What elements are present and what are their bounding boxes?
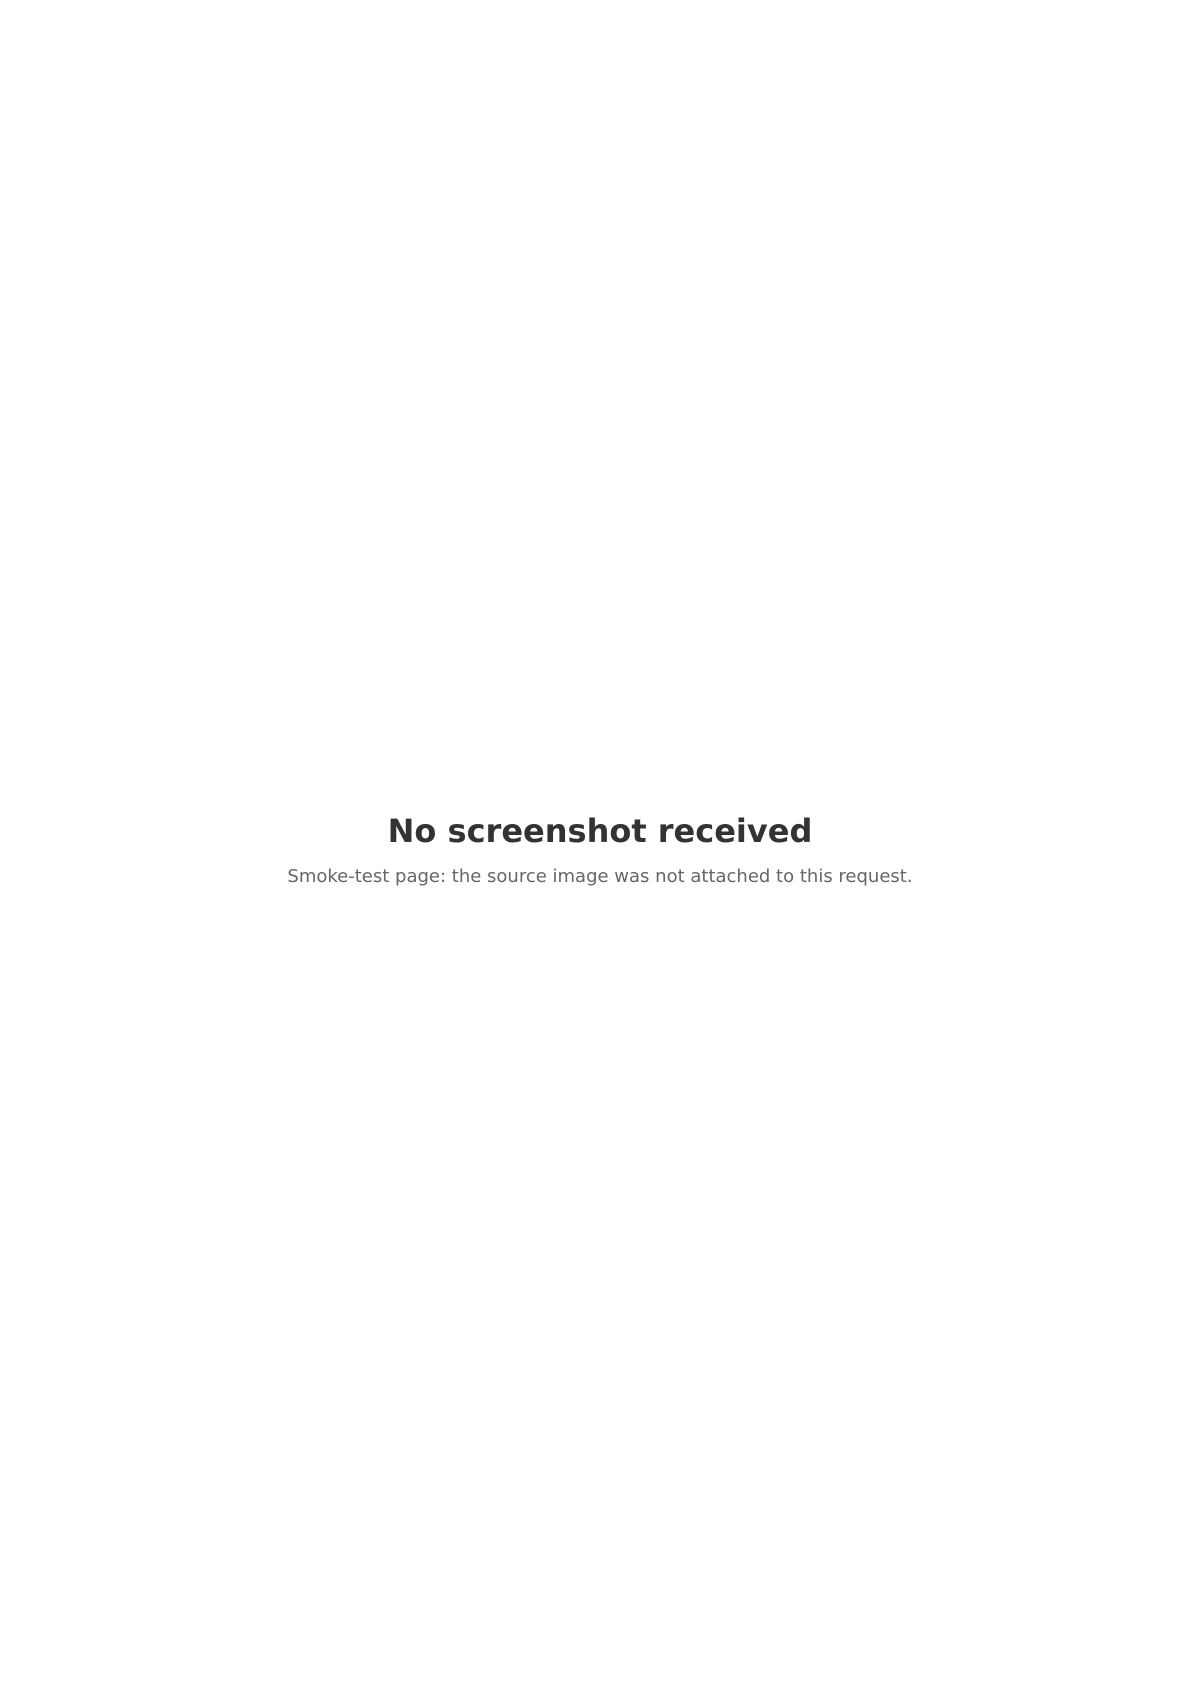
placeholder-note: Smoke-test page: the source image was not attached to this request. bbox=[287, 865, 913, 887]
placeholder-heading: No screenshot received bbox=[387, 811, 813, 850]
